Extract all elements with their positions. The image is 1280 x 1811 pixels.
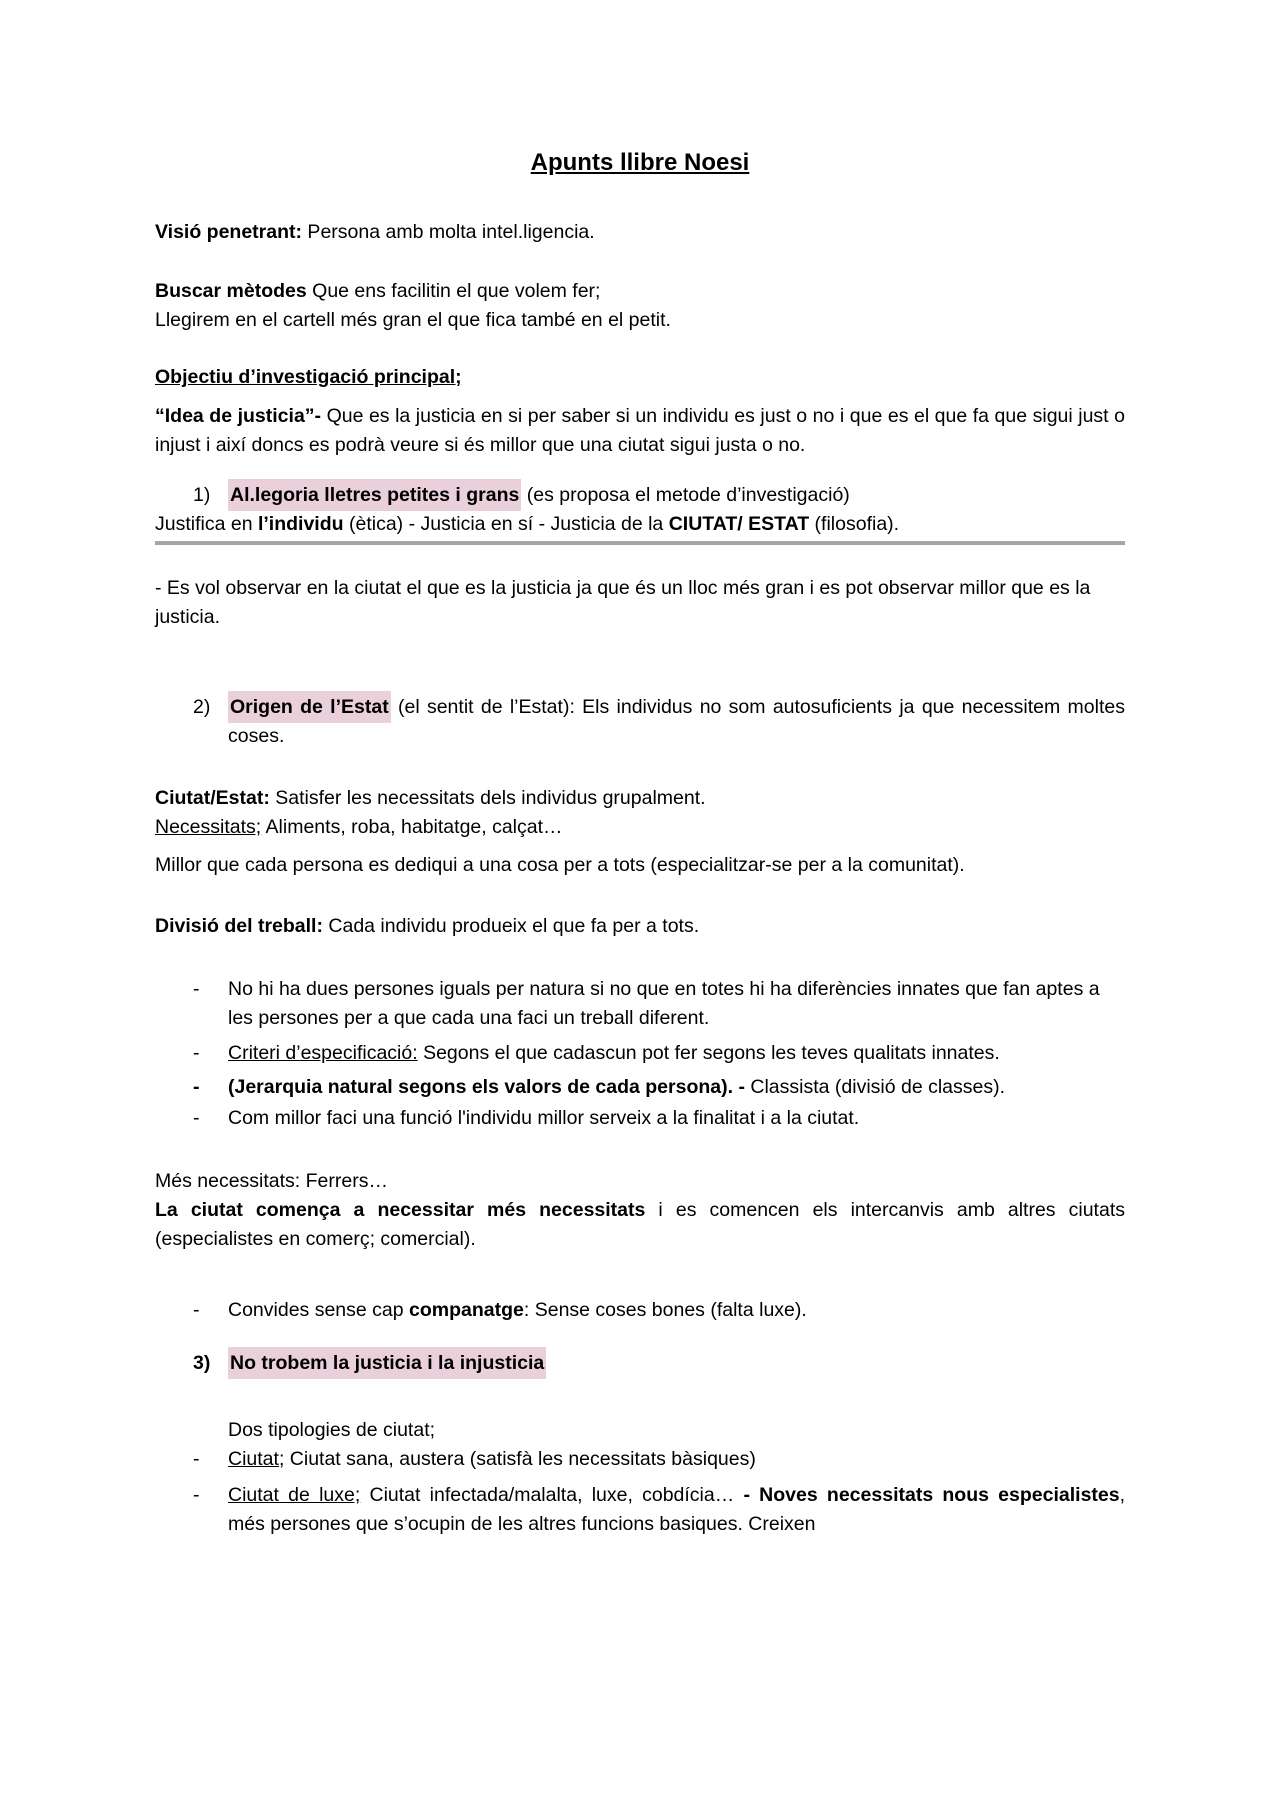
para-visio-penetrant bbox=[155, 218, 1125, 247]
necessitats-label: Necessitats; bbox=[155, 816, 262, 838]
bullet-dash: - bbox=[193, 1448, 200, 1470]
list-item-2 bbox=[155, 693, 1125, 751]
para-divisio-treball bbox=[155, 912, 1125, 941]
convides-text: : Sense coses bones (falta luxe). bbox=[523, 1299, 807, 1321]
para-justifica bbox=[155, 510, 1125, 545]
para-llegirem: Llegirem en el cartell més gran el que fica també en el petit. bbox=[155, 309, 671, 331]
item3-highlight: No trobem la justicia i la injusticia bbox=[228, 1347, 546, 1379]
buscar-label: Buscar mètodes bbox=[155, 280, 307, 302]
list-item-1 bbox=[155, 481, 1125, 510]
ciutat-estat-label: Ciutat/Estat: bbox=[155, 787, 270, 809]
ciutat-sana-text: Ciutat sana, austera (satisfà les necessitats bàsiques) bbox=[284, 1448, 756, 1470]
visio-text: Persona amb molta intel.ligencia. bbox=[302, 221, 595, 243]
bullet-item-ciutat-luxe bbox=[155, 1481, 1125, 1539]
ciutat-luxe-text: , més persones que s’ocupin de les altres funcions basiques. Creixen bbox=[228, 1484, 1126, 1535]
para-millor: Millor que cada persona es dediqui a una cosa per a tots (especialitzar-se per a la comunitat). bbox=[155, 854, 965, 876]
la-ciutat-bold: La ciutat comença a necessitar més necessitats bbox=[155, 1199, 646, 1221]
justifica-bold-individu: l’individu bbox=[257, 513, 344, 535]
item1-highlight: Al.legoria lletres petites i grans bbox=[228, 479, 521, 511]
item2-rest: (el sentit de l’Estat): Els individus no som autosuficients ja que necessitem moltes coses. bbox=[228, 696, 1125, 747]
list-number-3: 3) bbox=[193, 1352, 211, 1374]
para-la-ciutat bbox=[155, 1196, 1125, 1254]
criteri-label: Criteri d’especificació: bbox=[228, 1042, 418, 1064]
convides-pre: Convides sense cap bbox=[228, 1299, 410, 1321]
list-number-2: 2) bbox=[193, 696, 211, 718]
doc-title: Apunts llibre Noesi bbox=[530, 149, 750, 176]
criteri-text: Segons el que cadascun pot fer segons les teves qualitats innates. bbox=[417, 1042, 1000, 1064]
bullet-dash: - bbox=[193, 978, 200, 1000]
para-mes-necessitats: Més necessitats: Ferrers… bbox=[155, 1170, 388, 1192]
bullet-dash: - bbox=[193, 1299, 200, 1321]
item2-highlight: Origen de l’Estat bbox=[228, 691, 391, 723]
heading-objectiu: Objectiu d’investigació principal; bbox=[155, 366, 462, 388]
list-number-1: 1) bbox=[193, 484, 211, 506]
bullet-natura-text: No hi ha dues persones iguals per natura si no que en totes hi ha diferències innates que fan aptes a les persones per a que cada una faci un treball diferent. bbox=[228, 978, 1100, 1029]
bullet-item-com-millor bbox=[155, 1104, 1125, 1133]
item1-rest: (es proposa el metode d’investigació) bbox=[521, 484, 850, 506]
para-ciutat-estat bbox=[155, 784, 1125, 813]
para-necessitats bbox=[155, 813, 1125, 842]
ciutat-sana-label: Ciutat; bbox=[228, 1448, 285, 1470]
bullet-item-jerarquia bbox=[155, 1073, 1125, 1102]
para-dos-tipologies: Dos tipologies de ciutat; bbox=[228, 1419, 436, 1441]
bullet-dash: - bbox=[193, 1107, 200, 1129]
idea-body: Que es la justicia en si per saber si un individu es just o no i que es el que fa que sigui just o injust i així doncs es podrà veure si és millor que una ciutat sigui justa o no. bbox=[155, 405, 1125, 456]
convides-bold: companatge bbox=[409, 1299, 524, 1321]
justifica-bold-ciutat-estat: CIUTAT/ ESTAT bbox=[668, 513, 810, 535]
para-es-vol-observar: - Es vol observar en la ciutat el que es la justicia ja que és un lloc més gran i es pot observar millor que es la justicia. bbox=[155, 577, 1091, 628]
ciutat-luxe-label: Ciutat de luxe; bbox=[228, 1484, 361, 1506]
divisio-text: Cada individu produeix el que fa per a tots. bbox=[322, 915, 700, 937]
buscar-text: Que ens facilitin el que volem fer; bbox=[306, 280, 601, 302]
bullet-dash: - bbox=[193, 1076, 200, 1098]
justifica-mid: (ètica) - Justicia en sí - Justicia de la bbox=[343, 513, 669, 535]
justifica-post: (filosofia). bbox=[809, 513, 900, 535]
list-item-3 bbox=[155, 1349, 1125, 1378]
divisio-label: Divisió del treball: bbox=[155, 915, 323, 937]
para-buscar-metodes bbox=[155, 277, 1125, 306]
jerarquia-bold: (Jerarquia natural segons els valors de cada persona). - bbox=[228, 1076, 745, 1098]
visio-label: Visió penetrant: bbox=[155, 221, 303, 243]
ciutat-luxe-bold: - Noves necessitats nous especialistes bbox=[743, 1484, 1120, 1506]
bullet-dash: - bbox=[193, 1484, 200, 1506]
bullet-item-ciutat-sana bbox=[155, 1445, 1125, 1474]
justifica-pre: Justifica en bbox=[155, 513, 258, 535]
bullet-item-convides bbox=[155, 1296, 1125, 1325]
jerarquia-text: Classista (divisió de classes). bbox=[744, 1076, 1006, 1098]
necessitats-text: Aliments, roba, habitatge, calçat… bbox=[261, 816, 563, 838]
la-ciutat-text: i es comencen els intercanvis amb altres ciutats (especialistes en comerç; comercial). bbox=[155, 1199, 1125, 1250]
idea-lead: “Idea de justicia”- bbox=[155, 405, 322, 427]
com-millor-text: Com millor faci una funció l'individu millor serveix a la finalitat i a la ciutat. bbox=[228, 1107, 860, 1129]
ciutat-estat-text: Satisfer les necessitats dels individus grupalment. bbox=[269, 787, 706, 809]
bullet-item-natura bbox=[155, 975, 1125, 1033]
ciutat-luxe-pre: Ciutat infectada/malalta, luxe, cobdícia… bbox=[360, 1484, 744, 1506]
bullet-dash: - bbox=[193, 1042, 200, 1064]
para-idea-justicia bbox=[155, 402, 1125, 460]
bullet-item-criteri bbox=[155, 1039, 1125, 1068]
